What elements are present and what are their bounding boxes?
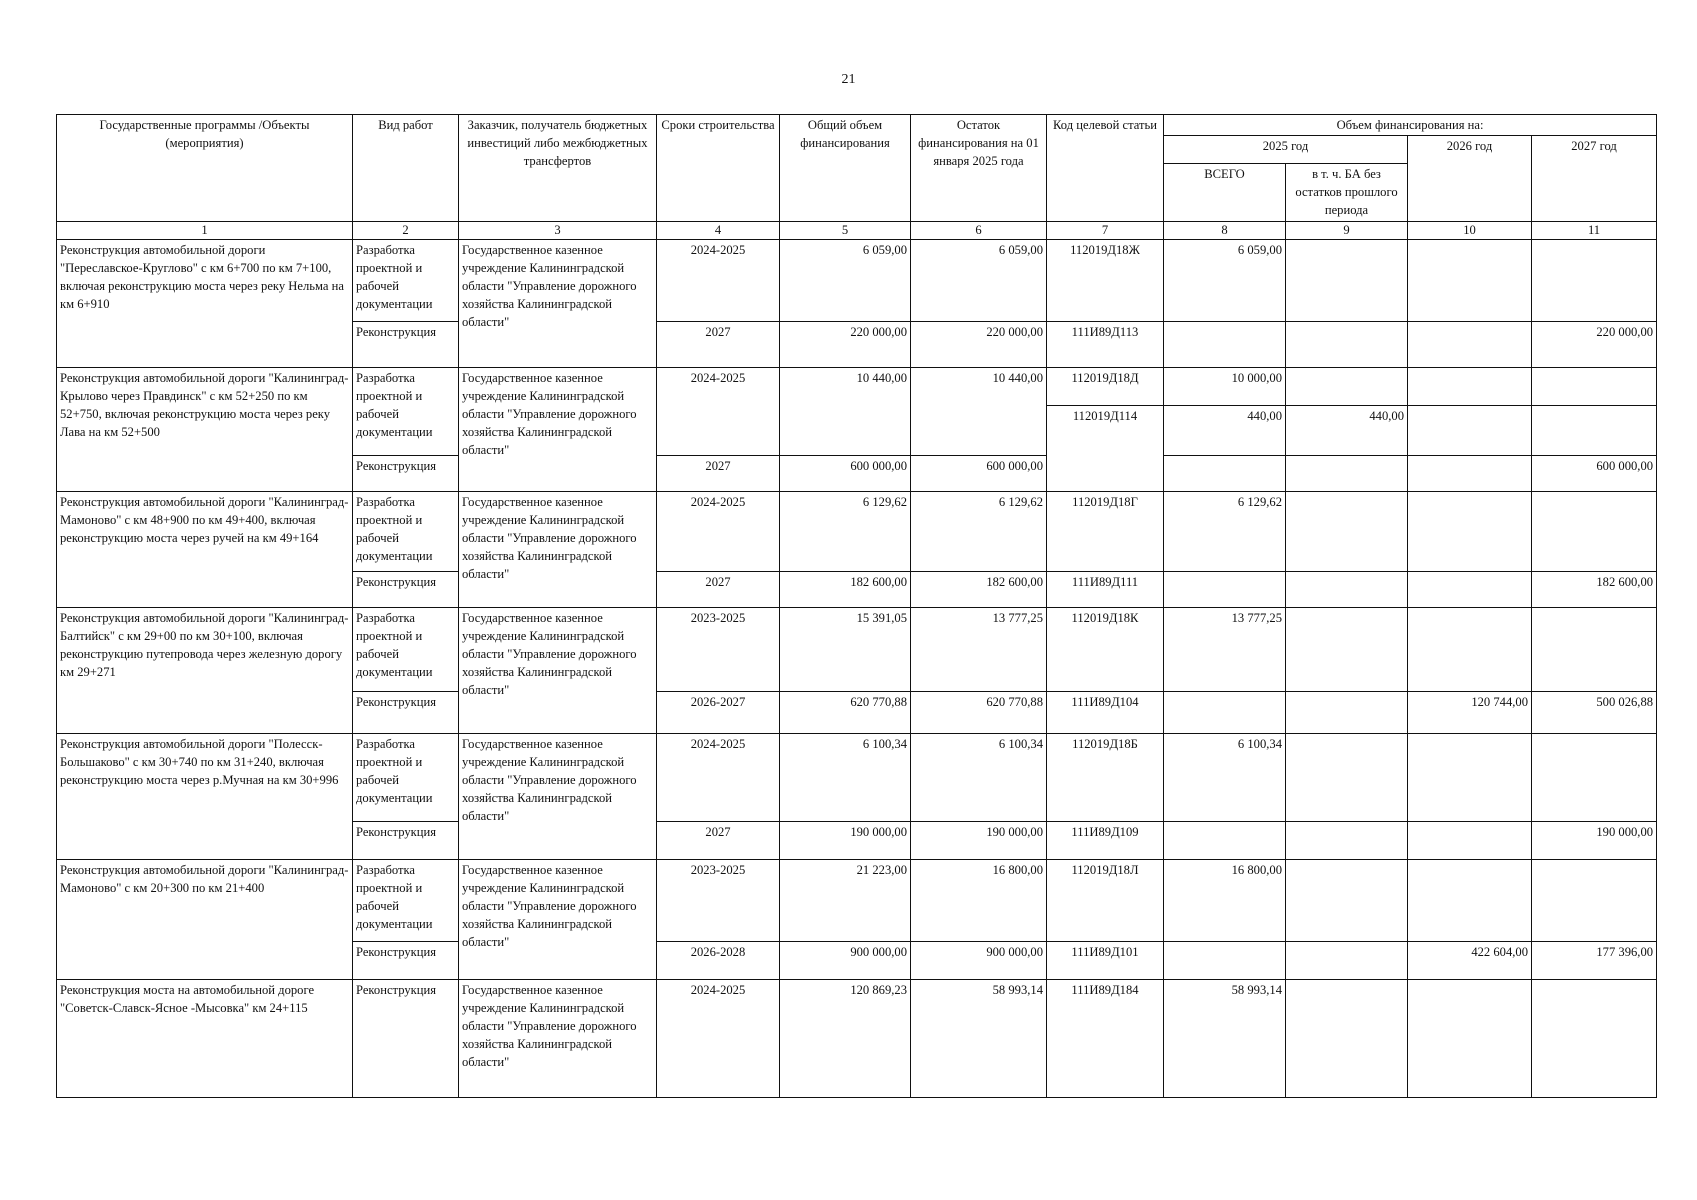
- work-type: Разработка проектной и рабочей документации: [353, 860, 459, 942]
- work-type: Разработка проектной и рабочей документации: [353, 734, 459, 822]
- fund-2025-total: 58 993,14: [1164, 980, 1286, 1098]
- code: 111И89Д184: [1047, 980, 1164, 1098]
- terms: 2026-2027: [657, 692, 780, 734]
- fund-2025-total: [1164, 822, 1286, 860]
- terms: 2027: [657, 322, 780, 368]
- customer: Государственное казенное учреждение Калининградской области "Управление дорожного хозяйства Калининградской области": [459, 368, 657, 492]
- total: 120 869,23: [780, 980, 911, 1098]
- remainder: 900 000,00: [911, 942, 1047, 980]
- col-index: 3: [459, 222, 657, 240]
- code: 112019Д18Б: [1047, 734, 1164, 822]
- customer: Государственное казенное учреждение Калининградской области "Управление дорожного хозяйства Калининградской области": [459, 980, 657, 1098]
- total: 600 000,00: [780, 456, 911, 492]
- fund-2027: [1532, 406, 1657, 456]
- fund-2027: [1532, 240, 1657, 322]
- table-row: [57, 368, 1657, 406]
- col-index: 2: [353, 222, 459, 240]
- table-row: [57, 608, 1657, 692]
- fund-2025-total: 10 000,00: [1164, 368, 1286, 406]
- col-index: 1: [57, 222, 353, 240]
- remainder: 6 100,34: [911, 734, 1047, 822]
- fund-2027: 190 000,00: [1532, 822, 1657, 860]
- fund-2025-total: 16 800,00: [1164, 860, 1286, 942]
- customer: Государственное казенное учреждение Калининградской области "Управление дорожного хозяйства Калининградской области": [459, 492, 657, 608]
- total: 220 000,00: [780, 322, 911, 368]
- code: 111И89Д111: [1047, 572, 1164, 608]
- col-index: 8: [1164, 222, 1286, 240]
- fund-2027: [1532, 734, 1657, 822]
- total: 190 000,00: [780, 822, 911, 860]
- total: 15 391,05: [780, 608, 911, 692]
- work-type: Реконструкция: [353, 692, 459, 734]
- total: 620 770,88: [780, 692, 911, 734]
- fund-2026: 120 744,00: [1408, 692, 1532, 734]
- fund-2025-ba: [1286, 240, 1408, 322]
- code: 111И89Д109: [1047, 822, 1164, 860]
- work-type: Разработка проектной и рабочей документации: [353, 608, 459, 692]
- fund-2027: 182 600,00: [1532, 572, 1657, 608]
- col-index: 5: [780, 222, 911, 240]
- header-code: Код целевой статьи: [1047, 115, 1164, 222]
- remainder: 6 059,00: [911, 240, 1047, 322]
- fund-2027: [1532, 860, 1657, 942]
- table-row: [57, 240, 1657, 322]
- remainder: 220 000,00: [911, 322, 1047, 368]
- total: 10 440,00: [780, 368, 911, 456]
- total: 6 129,62: [780, 492, 911, 572]
- fund-2025-ba: [1286, 822, 1408, 860]
- fund-2025-total: 6 059,00: [1164, 240, 1286, 322]
- fund-2025-total: [1164, 572, 1286, 608]
- work-type: Реконструкция: [353, 322, 459, 368]
- terms: 2024-2025: [657, 368, 780, 456]
- fund-2025-total: 6 129,62: [1164, 492, 1286, 572]
- total: 900 000,00: [780, 942, 911, 980]
- fund-2027: [1532, 492, 1657, 572]
- fund-2025-total: 13 777,25: [1164, 608, 1286, 692]
- fund-2026: [1408, 322, 1532, 368]
- col-index: 4: [657, 222, 780, 240]
- fund-2025-total: [1164, 322, 1286, 368]
- total: 6 059,00: [780, 240, 911, 322]
- fund-2026: [1408, 456, 1532, 492]
- object-name: Реконструкция автомобильной дороги "Калининград-Крылово через Правдинск" с км 52+250 по км 52+750, включая реконструкцию моста через реку Лава на км 52+500: [57, 368, 353, 492]
- customer: Государственное казенное учреждение Калининградской области "Управление дорожного хозяйства Калининградской области": [459, 608, 657, 734]
- object-name: Реконструкция моста на автомобильной дороге "Советск-Славск-Ясное -Мысовка" км 24+115: [57, 980, 353, 1098]
- fund-2026: [1408, 240, 1532, 322]
- fund-2027: 500 026,88: [1532, 692, 1657, 734]
- customer: Государственное казенное учреждение Калининградской области "Управление дорожного хозяйства Калининградской области": [459, 240, 657, 368]
- fund-2025-ba: [1286, 608, 1408, 692]
- total: 21 223,00: [780, 860, 911, 942]
- table-row: [57, 734, 1657, 822]
- fund-2026: [1408, 734, 1532, 822]
- terms: 2024-2025: [657, 492, 780, 572]
- remainder: 10 440,00: [911, 368, 1047, 456]
- fund-2025-total: [1164, 456, 1286, 492]
- work-type: Реконструкция: [353, 942, 459, 980]
- fund-2027: [1532, 368, 1657, 406]
- fund-2026: 422 604,00: [1408, 942, 1532, 980]
- fund-2026: [1408, 822, 1532, 860]
- header-customer: Заказчик, получатель бюджетных инвестиций либо межбюджетных трансфертов: [459, 115, 657, 222]
- fund-2025-ba: [1286, 322, 1408, 368]
- fund-2025-total: [1164, 942, 1286, 980]
- code: 111И89Д101: [1047, 942, 1164, 980]
- code: 111И89Д113: [1047, 322, 1164, 368]
- terms: 2026-2028: [657, 942, 780, 980]
- total: 182 600,00: [780, 572, 911, 608]
- fund-2026: [1408, 406, 1532, 456]
- fund-2025-ba: [1286, 456, 1408, 492]
- fund-2025-ba: [1286, 368, 1408, 406]
- fund-2027: [1532, 980, 1657, 1098]
- col-index: 7: [1047, 222, 1164, 240]
- table-row: [57, 980, 1657, 1098]
- work-type: Разработка проектной и рабочей документации: [353, 368, 459, 456]
- header-2026: 2026 год: [1408, 136, 1532, 222]
- terms: 2024-2025: [657, 240, 780, 322]
- fund-2025-ba: [1286, 692, 1408, 734]
- fund-2025-ba: [1286, 942, 1408, 980]
- fund-2025-total: 440,00: [1164, 406, 1286, 456]
- fund-2025-ba: [1286, 492, 1408, 572]
- remainder: 6 129,62: [911, 492, 1047, 572]
- terms: 2023-2025: [657, 608, 780, 692]
- col-index: 9: [1286, 222, 1408, 240]
- terms: 2024-2025: [657, 980, 780, 1098]
- header-terms: Сроки строительства: [657, 115, 780, 222]
- work-type: Разработка проектной и рабочей документации: [353, 240, 459, 322]
- terms: 2027: [657, 456, 780, 492]
- col-index: 6: [911, 222, 1047, 240]
- work-type: Реконструкция: [353, 980, 459, 1098]
- remainder: 13 777,25: [911, 608, 1047, 692]
- table-row: [57, 860, 1657, 942]
- object-name: Реконструкция автомобильной дороги "Полесск-Большаково" с км 30+740 по км 31+240, включая реконструкцию моста через р.Мучная на км 30+996: [57, 734, 353, 860]
- work-type: Реконструкция: [353, 572, 459, 608]
- fund-2025-ba: 440,00: [1286, 406, 1408, 456]
- table-row: [57, 492, 1657, 572]
- page-number: 21: [841, 72, 856, 87]
- fund-2025-total: [1164, 692, 1286, 734]
- fund-2027: 600 000,00: [1532, 456, 1657, 492]
- header-remainder: Остаток финансирования на 01 января 2025 года: [911, 115, 1047, 222]
- fund-2025-ba: [1286, 860, 1408, 942]
- col-index: 11: [1532, 222, 1657, 240]
- fund-2027: [1532, 608, 1657, 692]
- header-programs: Государственные программы /Объекты (мероприятия): [57, 115, 353, 222]
- remainder: 190 000,00: [911, 822, 1047, 860]
- fund-2026: [1408, 980, 1532, 1098]
- header-total-all: ВСЕГО: [1164, 164, 1286, 222]
- terms: 2027: [657, 822, 780, 860]
- code: 112019Д18К: [1047, 608, 1164, 692]
- column-index-row: [57, 222, 1657, 240]
- header-work-type: Вид работ: [353, 115, 459, 222]
- fund-2027: 177 396,00: [1532, 942, 1657, 980]
- customer: Государственное казенное учреждение Калининградской области "Управление дорожного хозяйства Калининградской области": [459, 860, 657, 980]
- fund-2026: [1408, 860, 1532, 942]
- fund-2026: [1408, 492, 1532, 572]
- object-name: Реконструкция автомобильной дороги "Переславское-Круглово" с км 6+700 по км 7+100, включая реконструкцию моста через реку Нельма на км 6+910: [57, 240, 353, 368]
- remainder: 620 770,88: [911, 692, 1047, 734]
- fund-2027: 220 000,00: [1532, 322, 1657, 368]
- code: 112019Д18Д: [1047, 368, 1164, 406]
- fund-2025-ba: [1286, 734, 1408, 822]
- terms: 2023-2025: [657, 860, 780, 942]
- remainder: 58 993,14: [911, 980, 1047, 1098]
- remainder: 16 800,00: [911, 860, 1047, 942]
- terms: 2024-2025: [657, 734, 780, 822]
- header-total: Общий объем финансирования: [780, 115, 911, 222]
- code: 112019Д18Ж: [1047, 240, 1164, 322]
- fund-2026: [1408, 368, 1532, 406]
- fund-2026: [1408, 608, 1532, 692]
- customer: Государственное казенное учреждение Калининградской области "Управление дорожного хозяйства Калининградской области": [459, 734, 657, 860]
- fund-2025-ba: [1286, 572, 1408, 608]
- object-name: Реконструкция автомобильной дороги "Калининград-Балтийск" с км 29+00 по км 30+100, включая реконструкцию путепровода через железную дорогу км 29+271: [57, 608, 353, 734]
- fund-2026: [1408, 572, 1532, 608]
- col-index: 10: [1408, 222, 1532, 240]
- terms: 2027: [657, 572, 780, 608]
- work-type: Реконструкция: [353, 822, 459, 860]
- fund-2025-ba: [1286, 980, 1408, 1098]
- code: 112019Д18Г: [1047, 492, 1164, 572]
- header-2027: 2027 год: [1532, 136, 1657, 222]
- work-type: Реконструкция: [353, 456, 459, 492]
- code: 112019Д18Л: [1047, 860, 1164, 942]
- financing-table: [56, 114, 1657, 1098]
- code: 112019Д114: [1047, 406, 1164, 492]
- object-name: Реконструкция автомобильной дороги "Калининград-Мамоново" с км 48+900 по км 49+400, включая реконструкцию моста через ручей на км 49+164: [57, 492, 353, 608]
- code: 111И89Д104: [1047, 692, 1164, 734]
- header-incl-ba: в т. ч. БА без остатков прошлого периода: [1286, 164, 1408, 222]
- remainder: 600 000,00: [911, 456, 1047, 492]
- total: 6 100,34: [780, 734, 911, 822]
- header-funding: Объем финансирования на:: [1164, 115, 1657, 136]
- object-name: Реконструкция автомобильной дороги "Калининград-Мамоново" с км 20+300 по км 21+400: [57, 860, 353, 980]
- fund-2025-total: 6 100,34: [1164, 734, 1286, 822]
- work-type: Разработка проектной и рабочей документации: [353, 492, 459, 572]
- header-2025: 2025 год: [1164, 136, 1408, 164]
- remainder: 182 600,00: [911, 572, 1047, 608]
